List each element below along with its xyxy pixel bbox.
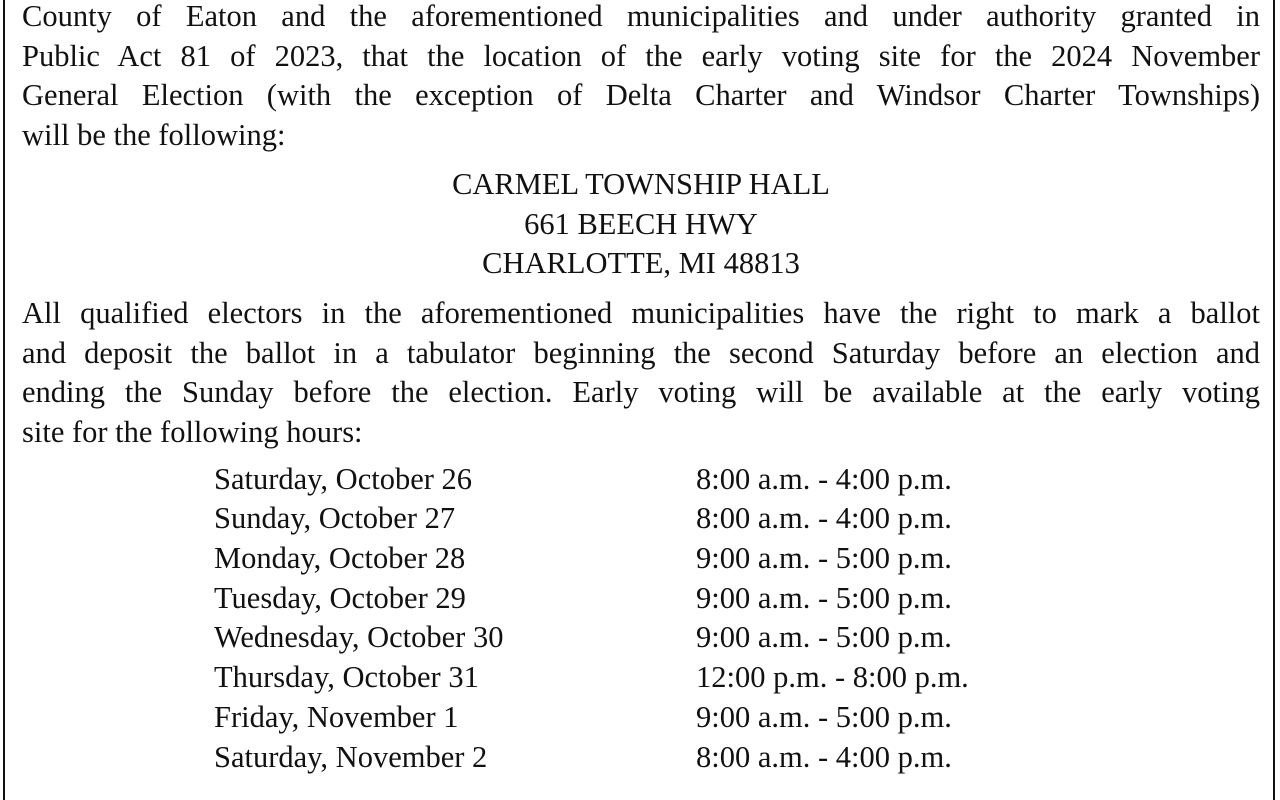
schedule-time: 9:00 a.m. - 5:00 p.m. <box>696 699 952 734</box>
intro-line: General Election (with the exception of Delta Charter and Windsor Charter Townships) <box>22 78 1260 113</box>
schedule-time: 12:00 p.m. - 8:00 p.m. <box>696 660 969 695</box>
site-street: 661 BEECH HWY <box>524 206 758 241</box>
site-name: CARMEL TOWNSHIP HALL <box>452 166 830 201</box>
schedule-time: 9:00 a.m. - 5:00 p.m. <box>696 541 952 576</box>
schedule-day: Saturday, November 2 <box>214 739 488 774</box>
schedule-day: Monday, October 28 <box>214 541 466 576</box>
schedule-time: 9:00 a.m. - 5:00 p.m. <box>696 620 952 655</box>
intro-paragraph <box>22 0 1260 156</box>
schedule-time: 8:00 a.m. - 4:00 p.m. <box>696 501 952 536</box>
site-city: CHARLOTTE, MI 48813 <box>482 246 800 281</box>
schedule-row <box>22 738 1260 778</box>
schedule-day: Saturday, October 26 <box>214 461 473 496</box>
intro-line: Public Act 81 of 2023, that the location of the early voting site for the 2024 November <box>22 38 1260 73</box>
schedule-row <box>22 499 1260 539</box>
schedule-row <box>22 539 1260 579</box>
schedule-time: 8:00 a.m. - 4:00 p.m. <box>696 461 952 496</box>
schedule-row <box>22 658 1260 698</box>
early-voting-site-address <box>22 165 1260 284</box>
intro-line: County of Eaton and the aforementioned municipalities and under authority granted in <box>22 0 1260 33</box>
schedule-day: Wednesday, October 30 <box>214 620 504 655</box>
rights-line: site for the following hours: <box>22 415 363 450</box>
schedule-day: Sunday, October 27 <box>214 501 456 536</box>
schedule-row <box>22 460 1260 500</box>
rights-line: and deposit the ballot in a tabulator beginning the second Saturday before an election and <box>22 335 1260 370</box>
notice-body <box>22 0 1260 777</box>
rights-line: ending the Sunday before the election. Early voting will be available at the early voting <box>22 375 1260 410</box>
schedule-time: 8:00 a.m. - 4:00 p.m. <box>696 739 952 774</box>
schedule-row <box>22 618 1260 658</box>
schedule-day: Thursday, October 31 <box>214 660 479 695</box>
schedule-row <box>22 579 1260 619</box>
early-voting-schedule <box>22 460 1260 778</box>
rights-line: All qualified electors in the aforementioned municipalities have the right to mark a ballot <box>22 295 1260 330</box>
intro-line: will be the following: <box>22 118 286 153</box>
schedule-day: Friday, November 1 <box>214 699 459 734</box>
schedule-day: Tuesday, October 29 <box>214 580 466 615</box>
schedule-time: 9:00 a.m. - 5:00 p.m. <box>696 580 952 615</box>
schedule-row <box>22 698 1260 738</box>
rights-paragraph <box>22 294 1260 453</box>
